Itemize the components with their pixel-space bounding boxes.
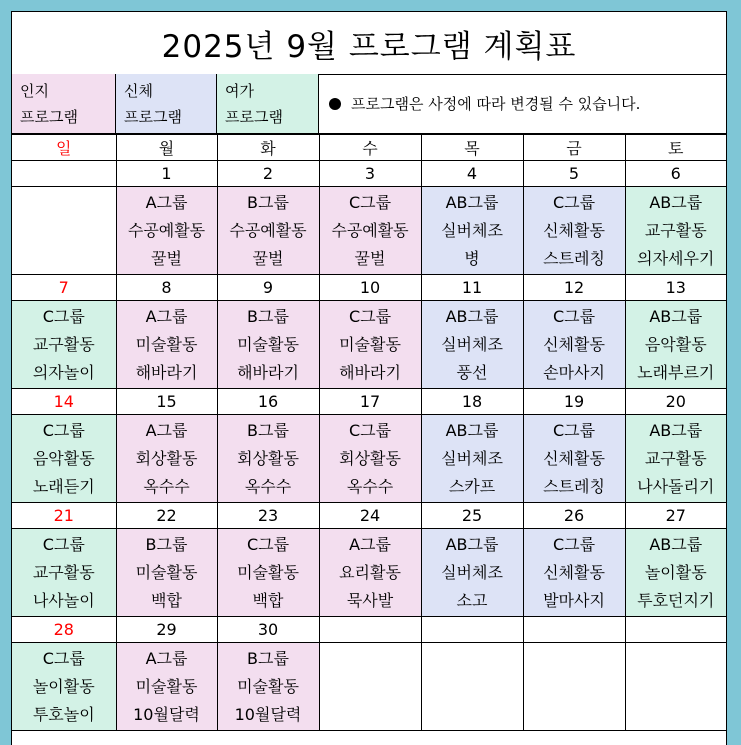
program-activity: 수공예활동: [229, 220, 307, 240]
program-group: AB그룹: [649, 306, 703, 326]
bullet-icon: [329, 98, 341, 110]
program-group: C그룹: [348, 420, 392, 440]
program-cell: [12, 643, 116, 731]
program-activity: 미술활동: [339, 334, 401, 354]
program-activity: 미술활동: [135, 676, 198, 696]
program-cell: [116, 187, 217, 275]
program-cell: [625, 643, 726, 731]
program-topic: 의자세우기: [637, 248, 715, 268]
program-topic: 해바라기: [237, 362, 299, 382]
program-activity: 실버체조: [441, 562, 503, 582]
program-activity: 교구활동: [32, 334, 95, 354]
legend-leisure-line1: 여가: [225, 82, 254, 100]
date-cell: 29: [116, 617, 217, 643]
page-title: 2025년 9월 프로그램 계획표: [12, 12, 726, 75]
legend-physical-line1: 신체: [124, 82, 153, 100]
program-activity: 회상활동: [135, 448, 198, 468]
date-cell: 10: [319, 275, 421, 301]
program-topic: 10월달력: [133, 704, 200, 724]
program-row: [12, 187, 726, 275]
date-cell: 28: [12, 617, 116, 643]
program-activity: 음악활동: [644, 334, 707, 354]
program-cell: [421, 643, 523, 731]
legend-physical-line2: 프로그램: [124, 108, 182, 126]
program-activity: 교구활동: [644, 448, 707, 468]
program-group: A그룹: [145, 648, 188, 668]
program-group: AB그룹: [445, 306, 499, 326]
weekday-tue: 화: [217, 135, 319, 161]
date-cell: 26: [523, 503, 625, 529]
date-cell: 19: [523, 389, 625, 415]
program-row: [12, 301, 726, 389]
program-cell: [421, 529, 523, 617]
program-cell: [625, 529, 726, 617]
date-row: [12, 617, 726, 643]
program-cell: [625, 301, 726, 389]
program-activity: 실버체조: [441, 334, 503, 354]
program-row: [12, 643, 726, 731]
weekday-thu: 목: [421, 135, 523, 161]
program-cell: [523, 187, 625, 275]
program-cell: [319, 415, 421, 503]
program-topic: 소고: [456, 590, 488, 610]
program-activity: 신체활동: [543, 448, 605, 468]
program-group: C그룹: [348, 192, 392, 212]
program-topic: 노래듣기: [32, 476, 95, 496]
program-activity: 미술활동: [135, 562, 198, 582]
weekday-sun: 일: [12, 135, 116, 161]
date-cell: 20: [625, 389, 726, 415]
program-cell: [421, 187, 523, 275]
calendar-table: [12, 134, 726, 731]
date-cell: [523, 617, 625, 643]
program-cell: [625, 187, 726, 275]
program-group: C그룹: [42, 534, 85, 554]
program-cell: [217, 301, 319, 389]
program-topic: 발마사지: [543, 590, 605, 610]
program-group: C그룹: [552, 534, 596, 554]
program-activity: 회상활동: [339, 448, 401, 468]
program-cell: [319, 643, 421, 731]
date-row: [12, 389, 726, 415]
program-cell: [116, 415, 217, 503]
program-cell: [217, 643, 319, 731]
date-cell: 12: [523, 275, 625, 301]
program-group: C그룹: [42, 306, 85, 326]
legend-cognitive: [12, 74, 116, 134]
legend-leisure: [217, 74, 319, 134]
program-group: B그룹: [247, 192, 289, 212]
program-activity: 교구활동: [644, 220, 707, 240]
legend-cognitive-line2: 프로그램: [20, 108, 78, 126]
program-topic: 의자놀이: [32, 362, 95, 382]
weekday-wed: 수: [319, 135, 421, 161]
program-cell: [421, 301, 523, 389]
program-topic: 스트레칭: [543, 476, 605, 496]
program-topic: 옥수수: [143, 476, 190, 496]
program-group: B그룹: [247, 306, 289, 326]
program-activity: 신체활동: [543, 562, 605, 582]
weekday-mon: 월: [116, 135, 217, 161]
date-cell: 2: [217, 161, 319, 187]
legend-leisure-line2: 프로그램: [225, 108, 283, 126]
date-cell: 5: [523, 161, 625, 187]
program-group: C그룹: [552, 306, 596, 326]
program-activity: 요리활동: [339, 562, 401, 582]
program-topic: 노래부르기: [637, 362, 715, 382]
program-group: A그룹: [349, 534, 391, 554]
program-group: A그룹: [145, 306, 188, 326]
notice-text: 프로그램은 사정에 따라 변경될 수 있습니다.: [351, 95, 641, 113]
date-cell: 1: [116, 161, 217, 187]
program-topic: 스카프: [448, 476, 496, 496]
program-cell: [523, 529, 625, 617]
program-activity: 교구활동: [32, 562, 95, 582]
program-group: C그룹: [552, 420, 596, 440]
program-cell: [319, 187, 421, 275]
program-group: B그룹: [247, 648, 289, 668]
program-group: C그룹: [348, 306, 392, 326]
date-cell: 9: [217, 275, 319, 301]
program-activity: 실버체조: [441, 448, 503, 468]
program-activity: 미술활동: [237, 676, 299, 696]
program-group: C그룹: [246, 534, 290, 554]
program-activity: 신체활동: [543, 334, 605, 354]
weekday-header-row: [12, 135, 726, 161]
program-row: [12, 415, 726, 503]
program-topic: 꿀벌: [252, 248, 284, 268]
program-activity: 놀이활동: [644, 562, 707, 582]
program-topic: 해바라기: [135, 362, 198, 382]
program-group: A그룹: [145, 192, 188, 212]
program-cell: [12, 529, 116, 617]
program-cell: [116, 301, 217, 389]
program-cell: [12, 415, 116, 503]
program-row: [12, 529, 726, 617]
program-group: A그룹: [145, 420, 188, 440]
program-cell: [523, 643, 625, 731]
program-group: AB그룹: [649, 192, 703, 212]
date-cell: 7: [12, 275, 116, 301]
program-group: AB그룹: [649, 420, 703, 440]
legend-physical: [116, 74, 217, 134]
program-group: AB그룹: [649, 534, 703, 554]
program-topic: 손마사지: [543, 362, 605, 382]
program-activity: 회상활동: [237, 448, 299, 468]
date-cell: 16: [217, 389, 319, 415]
program-cell: [217, 529, 319, 617]
program-topic: 옥수수: [244, 476, 292, 496]
program-cell: [12, 187, 116, 275]
program-cell: [116, 643, 217, 731]
date-row: [12, 503, 726, 529]
program-group: C그룹: [552, 192, 596, 212]
weekday-sat: 토: [625, 135, 726, 161]
date-cell: 14: [12, 389, 116, 415]
program-topic: 투호던지기: [637, 590, 715, 610]
program-activity: 미술활동: [237, 562, 299, 582]
notice: [319, 74, 726, 134]
program-activity: 수공예활동: [331, 220, 409, 240]
date-cell: 27: [625, 503, 726, 529]
program-topic: 해바라기: [339, 362, 401, 382]
program-activity: 신체활동: [543, 220, 605, 240]
program-cell: [217, 415, 319, 503]
date-cell: 13: [625, 275, 726, 301]
program-activity: 미술활동: [135, 334, 198, 354]
program-topic: 나사돌리기: [637, 476, 715, 496]
date-cell: [12, 161, 116, 187]
program-cell: [12, 301, 116, 389]
weekday-fri: 금: [523, 135, 625, 161]
date-cell: [421, 617, 523, 643]
program-group: C그룹: [42, 420, 85, 440]
date-cell: 6: [625, 161, 726, 187]
date-row: [12, 161, 726, 187]
program-topic: 백합: [252, 590, 284, 610]
program-cell: [523, 301, 625, 389]
program-activity: 미술활동: [237, 334, 299, 354]
date-row: [12, 275, 726, 301]
date-cell: 23: [217, 503, 319, 529]
program-group: C그룹: [42, 648, 85, 668]
program-cell: [116, 529, 217, 617]
program-topic: 스트레칭: [543, 248, 605, 268]
date-cell: 3: [319, 161, 421, 187]
program-group: AB그룹: [445, 192, 499, 212]
program-cell: [319, 529, 421, 617]
date-cell: 25: [421, 503, 523, 529]
date-cell: 24: [319, 503, 421, 529]
date-cell: [625, 617, 726, 643]
program-group: B그룹: [145, 534, 188, 554]
date-cell: [319, 617, 421, 643]
program-cell: [217, 187, 319, 275]
date-cell: 21: [12, 503, 116, 529]
legend-cognitive-line1: 인지: [20, 82, 49, 100]
program-topic: 꿀벌: [354, 248, 386, 268]
program-activity: 수공예활동: [127, 220, 206, 240]
schedule-sheet: [11, 11, 727, 745]
program-group: AB그룹: [445, 420, 499, 440]
program-group: B그룹: [247, 420, 289, 440]
program-topic: 투호놀이: [32, 704, 95, 724]
program-activity: 음악활동: [32, 448, 95, 468]
date-cell: 4: [421, 161, 523, 187]
program-group: AB그룹: [445, 534, 499, 554]
program-topic: 병: [464, 248, 480, 268]
date-cell: 22: [116, 503, 217, 529]
program-cell: [625, 415, 726, 503]
date-cell: 17: [319, 389, 421, 415]
date-cell: 8: [116, 275, 217, 301]
program-topic: 꿀벌: [151, 248, 182, 268]
program-topic: 나사놀이: [32, 590, 95, 610]
program-cell: [523, 415, 625, 503]
program-activity: 실버체조: [441, 220, 503, 240]
date-cell: 15: [116, 389, 217, 415]
program-cell: [421, 415, 523, 503]
date-cell: 30: [217, 617, 319, 643]
program-topic: 백합: [151, 590, 182, 610]
program-topic: 풍선: [456, 362, 488, 382]
program-topic: 10월달력: [234, 704, 302, 724]
date-cell: 18: [421, 389, 523, 415]
program-topic: 옥수수: [346, 476, 394, 496]
date-cell: 11: [421, 275, 523, 301]
program-topic: 묵사발: [346, 590, 394, 610]
program-activity: 놀이활동: [32, 676, 95, 696]
program-cell: [319, 301, 421, 389]
